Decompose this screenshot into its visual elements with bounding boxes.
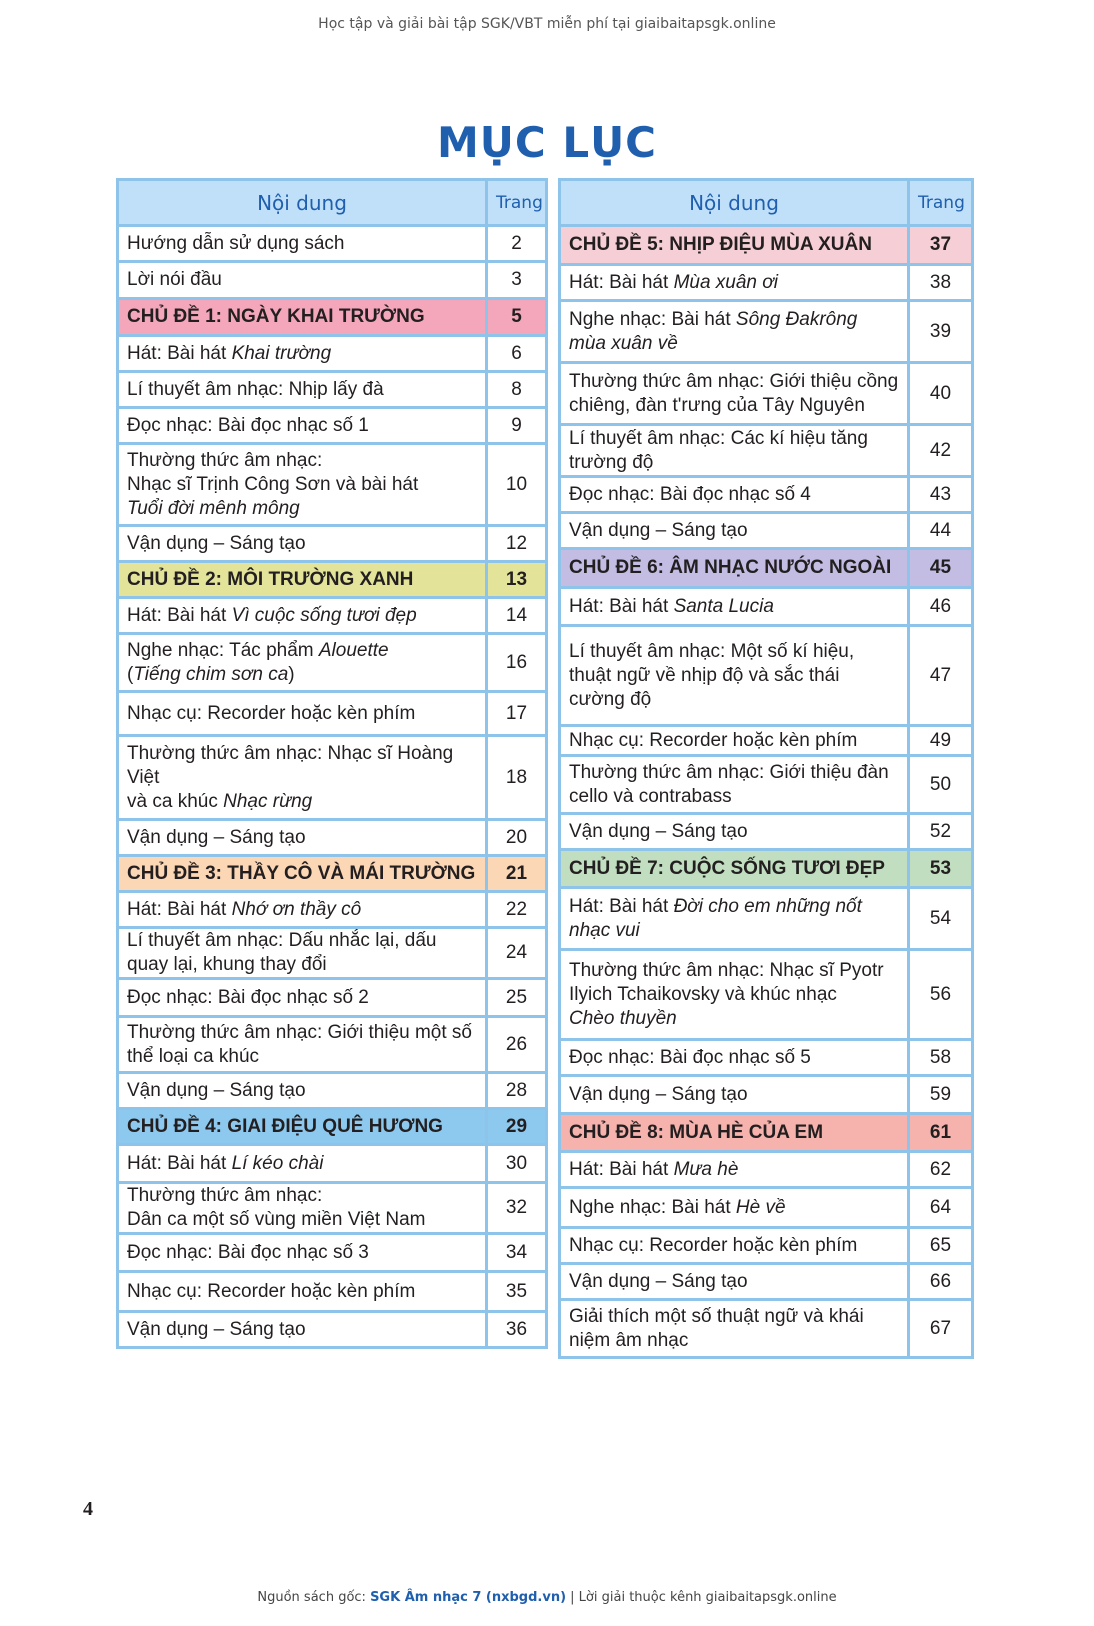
entry-text: Nghe nhạc: Bài hát [569,308,736,330]
toc-topic-row [118,856,547,892]
entry-text: Hát: Bài hát [569,1158,674,1180]
toc-row [118,262,547,299]
toc-topic-row [560,1114,973,1152]
toc-entry-title [560,549,909,588]
entry-italic-text: Tiếng chim sơn ca [133,663,289,685]
toc-entry-title [560,265,909,301]
toc-entry-title [118,526,487,562]
entry-italic-text: Tuổi đời mênh mông [127,497,300,519]
entry-text: Vận dụng – Sáng tạo [127,1318,306,1340]
entry-italic-text: Alouette [318,639,389,661]
toc-entry-page: 35 [487,1272,547,1312]
column-header-content: Nội dung [560,180,909,226]
toc-row [560,1300,973,1358]
toc-entry-page: 46 [909,588,973,626]
toc-entry-page: 40 [909,363,973,425]
entry-text: Vận dụng – Sáng tạo [569,1083,748,1105]
entry-italic-text: Đời cho em những nốt nhạc vui [569,895,862,941]
entry-text: Đọc nhạc: Bài đọc nhạc số 4 [569,483,811,505]
toc-topic-row [560,549,973,588]
toc-entry-title [118,444,487,526]
toc-entry-page: 65 [909,1228,973,1264]
toc-entry-title [560,1152,909,1188]
toc-entry-page: 12 [487,526,547,562]
toc-entry-page: 17 [487,692,547,736]
toc-topic-row [118,562,547,598]
entry-italic-text: Khai trường [231,342,332,364]
footer-suffix: | Lời giải thuộc kênh giaibaitapsgk.online [566,1590,837,1605]
toc-entry-title [560,626,909,726]
entry-italic-text: Vì cuộc sống tươi đẹp [231,604,417,626]
toc-entry-title [118,736,487,820]
entry-text: Vận dụng – Sáng tạo [569,820,748,842]
toc-topic-row [118,1109,547,1145]
toc-entry-page: 38 [909,265,973,301]
toc-entry-page: 62 [909,1152,973,1188]
toc-entry-title [118,408,487,444]
toc-entry-title [118,1145,487,1183]
toc-entry-title [560,950,909,1040]
toc-entry-title [560,588,909,626]
toc-entry-title [118,856,487,892]
entry-italic-text: Mùa xuân ơi [673,271,778,293]
toc-entry-page: 10 [487,444,547,526]
entry-text: Thường thức âm nhạc: Dân ca một số vùng miền Việt Nam [127,1185,426,1230]
toc-row [560,950,973,1040]
toc-row [118,928,547,979]
entry-text: Đọc nhạc: Bài đọc nhạc số 5 [569,1046,811,1068]
entry-text: Giải thích một số thuật ngữ và khái niệm âm nhạc [569,1305,864,1351]
toc-entry-title [118,1109,487,1145]
toc-row [118,692,547,736]
toc-row [118,1234,547,1272]
entry-text: Vận dụng – Sáng tạo [127,826,306,848]
toc-entry-page: 14 [487,598,547,634]
toc-topic-row [560,850,973,888]
entry-text: Lí thuyết âm nhạc: Dấu nhắc lại, dấu quay lại, khung thay đổi [127,930,437,975]
toc-entry-title [118,979,487,1017]
toc-row [118,336,547,372]
toc-entry-page: 16 [487,634,547,692]
toc-entry-page: 43 [909,477,973,513]
toc-entry-page: 58 [909,1040,973,1076]
toc-row [118,820,547,856]
toc-entry-title [560,363,909,425]
toc-row [560,363,973,425]
toc-entry-page: 32 [487,1183,547,1234]
entry-text: Lí thuyết âm nhạc: Nhịp lấy đà [127,378,384,400]
entry-italic-text: Lí kéo chài [231,1152,324,1174]
toc-entry-title [118,372,487,408]
entry-text: CHỦ ĐỀ 7: CUỘC SỐNG TƯƠI ĐẸP [569,857,885,879]
column-header-page: Trang [909,180,973,226]
toc-entry-page: 22 [487,892,547,928]
toc-entry-title [560,814,909,850]
entry-text: CHỦ ĐỀ 5: NHỊP ĐIỆU MÙA XUÂN [569,234,872,255]
toc-row [560,1040,973,1076]
toc-entry-page: 13 [487,562,547,598]
toc-row [118,1145,547,1183]
toc-entry-page: 66 [909,1264,973,1300]
toc-row [118,1312,547,1348]
entry-text: Đọc nhạc: Bài đọc nhạc số 3 [127,1241,369,1263]
entry-text: Thường thức âm nhạc: Nhạc sĩ Trịnh Công Sơn và bài hát [127,449,419,495]
toc-entry-title [118,820,487,856]
toc-entry-title [560,513,909,549]
toc-row [118,372,547,408]
entry-text: Thường thức âm nhạc: Nhạc sĩ Hoàng Việt và ca khúc [127,742,454,812]
toc-entry-page: 30 [487,1145,547,1183]
entry-text: Nhạc cụ: Recorder hoặc kèn phím [127,702,416,724]
entry-text: Lí thuyết âm nhạc: Một số kí hiệu, thuật ngữ về nhịp độ và sắc thái cường độ [569,640,855,710]
toc-row [560,301,973,363]
entry-text: CHỦ ĐỀ 1: NGÀY KHAI TRƯỜNG [127,306,425,327]
entry-text: Lời nói đầu [127,269,222,290]
entry-text: Thường thức âm nhạc: Giới thiệu cồng chiêng, đàn t'rưng của Tây Nguyên [569,370,899,416]
toc-entry-title [560,226,909,265]
toc-row [560,1152,973,1188]
toc-row [118,1017,547,1073]
toc-row [560,265,973,301]
toc-entry-page: 18 [487,736,547,820]
entry-text: Nhạc cụ: Recorder hoặc kèn phím [127,1280,416,1302]
toc-row [118,1073,547,1109]
toc-entry-page: 36 [487,1312,547,1348]
entry-text: Thường thức âm nhạc: Giới thiệu đàn cello và contrabass [569,761,889,807]
entry-italic-text: Sông Đakrông mùa xuân về [569,308,858,354]
toc-row [560,626,973,726]
toc-entry-page: 28 [487,1073,547,1109]
entry-text: ( [127,663,134,685]
entry-text: Hát: Bài hát [569,595,674,617]
entry-text: CHỦ ĐỀ 4: GIAI ĐIỆU QUÊ HƯƠNG [127,1115,443,1137]
toc-entry-title [560,1264,909,1300]
entry-text: Đọc nhạc: Bài đọc nhạc số 1 [127,414,369,436]
toc-entry-title [118,562,487,598]
toc-entry-page: 6 [487,336,547,372]
entry-text: CHỦ ĐỀ 3: THẦY CÔ VÀ MÁI TRƯỜNG [127,862,476,884]
header-note: Học tập và giải bài tập SGK/VBT miễn phí tại giaibaitapsgk.online [318,16,776,32]
toc-entry-title [118,634,487,692]
toc-row [118,526,547,562]
toc-entry-page: 9 [487,408,547,444]
entry-text: Thường thức âm nhạc: Nhạc sĩ Pyotr Ilyich Tchaikovsky và khúc nhạc [569,959,884,1005]
toc-entry-page: 42 [909,425,973,477]
footer-source: SGK Âm nhạc 7 (nxbgd.vn) [370,1590,567,1605]
entry-text: Vận dụng – Sáng tạo [127,1079,306,1101]
toc-row [118,408,547,444]
entry-text: CHỦ ĐỀ 8: MÙA HÈ CỦA EM [569,1121,824,1143]
entry-text: Thường thức âm nhạc: Giới thiệu một số thể loại ca khúc [127,1021,472,1067]
toc-table-left [116,178,548,1349]
toc-entry-title [560,1228,909,1264]
toc-entry-page: 64 [909,1188,973,1228]
toc-row [118,979,547,1017]
toc-entry-page: 44 [909,513,973,549]
toc-row [560,726,973,756]
toc-entry-title [560,1040,909,1076]
toc-row [118,736,547,820]
toc-entry-title [118,692,487,736]
toc-entry-page: 8 [487,372,547,408]
toc-entry-page: 20 [487,820,547,856]
toc-row [560,477,973,513]
toc-entry-title [118,262,487,299]
footer-note [0,1590,1094,1605]
entry-text: Hướng dẫn sử dụng sách [127,232,345,254]
toc-row [560,1188,973,1228]
toc-entry-title [118,1272,487,1312]
toc-row [118,1183,547,1234]
toc-row [560,1228,973,1264]
toc-entry-page: 5 [487,299,547,336]
entry-text: ) [288,663,295,685]
toc-entry-title [118,892,487,928]
toc-entry-title [118,1017,487,1073]
toc-entry-page: 26 [487,1017,547,1073]
toc-entry-page: 39 [909,301,973,363]
toc-topic-row [118,299,547,336]
toc-entry-title [118,1183,487,1234]
entry-italic-text: Nhớ ơn thầy cô [231,898,362,920]
toc-entry-page: 59 [909,1076,973,1114]
toc-entry-title [560,1300,909,1358]
toc-entry-page: 25 [487,979,547,1017]
toc-entry-page: 45 [909,549,973,588]
toc-table-right [558,178,974,1359]
toc-row [560,756,973,814]
toc-entry-page: 53 [909,850,973,888]
toc-entry-title [560,756,909,814]
toc-entry-page: 47 [909,626,973,726]
entry-text: Hát: Bài hát [127,342,232,364]
toc-row [560,814,973,850]
page-title: MỤC LỤC [436,118,658,167]
toc-entry-page: 34 [487,1234,547,1272]
toc-entry-title [118,299,487,336]
entry-italic-text: Hè về [735,1196,786,1218]
toc-entry-title [560,301,909,363]
toc-row [118,444,547,526]
entry-text: Nghe nhạc: Tác phẩm [127,639,319,661]
column-header-page: Trang [487,180,547,226]
footer-prefix: Nguồn sách gốc: [257,1590,371,1605]
toc-entry-page: 56 [909,950,973,1040]
toc-row [560,588,973,626]
toc-entry-title [560,1188,909,1228]
toc-entry-title [118,1312,487,1348]
toc-row [118,1272,547,1312]
entry-text: Vận dụng – Sáng tạo [127,532,306,554]
toc-entry-page: 50 [909,756,973,814]
toc-entry-title [560,425,909,477]
entry-text: CHỦ ĐỀ 2: MÔI TRƯỜNG XANH [127,568,414,590]
entry-text: Hát: Bài hát [127,1152,232,1174]
toc-entry-title [560,726,909,756]
toc-row [560,513,973,549]
toc-row [118,226,547,262]
entry-text: Nghe nhạc: Bài hát [569,1196,736,1218]
toc-entry-title [118,1234,487,1272]
entry-italic-text: Nhạc rừng [223,790,313,812]
toc-entry-page: 29 [487,1109,547,1145]
page-number: 4 [83,1498,93,1520]
toc-row [560,888,973,950]
entry-italic-text: Mưa hè [673,1158,739,1180]
entry-italic-text: Santa Lucia [673,595,774,617]
entry-italic-text: Chèo thuyền [569,1007,677,1029]
toc-entry-title [118,336,487,372]
entry-text: Đọc nhạc: Bài đọc nhạc số 2 [127,986,369,1008]
entry-text: Vận dụng – Sáng tạo [569,519,748,541]
toc-entry-page: 2 [487,226,547,262]
toc-entry-page: 49 [909,726,973,756]
toc-entry-page: 61 [909,1114,973,1152]
toc-row [560,425,973,477]
toc-entry-title [560,477,909,513]
toc-entry-title [560,888,909,950]
toc-entry-title [118,928,487,979]
toc-row [118,598,547,634]
entry-text: Nhạc cụ: Recorder hoặc kèn phím [569,729,858,751]
toc-entry-page: 21 [487,856,547,892]
toc-entry-title [118,1073,487,1109]
entry-text: CHỦ ĐỀ 6: ÂM NHẠC NƯỚC NGOÀI [569,557,892,578]
toc-row [560,1076,973,1114]
toc-entry-page: 67 [909,1300,973,1358]
toc-entry-title [118,598,487,634]
toc-entry-title [560,1076,909,1114]
toc-entry-page: 3 [487,262,547,299]
toc-entry-page: 37 [909,226,973,265]
entry-text: Nhạc cụ: Recorder hoặc kèn phím [569,1234,858,1256]
entry-text: Vận dụng – Sáng tạo [569,1270,748,1292]
toc-entry-title [560,1114,909,1152]
toc-entry-page: 24 [487,928,547,979]
entry-text: Hát: Bài hát [569,895,674,917]
toc-row [560,1264,973,1300]
toc-entry-page: 54 [909,888,973,950]
toc-entry-title [560,850,909,888]
entry-text: Lí thuyết âm nhạc: Các kí hiệu tăng trường độ [569,427,868,473]
toc-topic-row [560,226,973,265]
toc-row [118,634,547,692]
toc-entry-page: 52 [909,814,973,850]
column-header-content: Nội dung [118,180,487,226]
entry-text: Hát: Bài hát [127,604,232,626]
entry-text: Hát: Bài hát [127,898,232,920]
toc-row [118,892,547,928]
toc-entry-title [118,226,487,262]
entry-text: Hát: Bài hát [569,271,674,293]
